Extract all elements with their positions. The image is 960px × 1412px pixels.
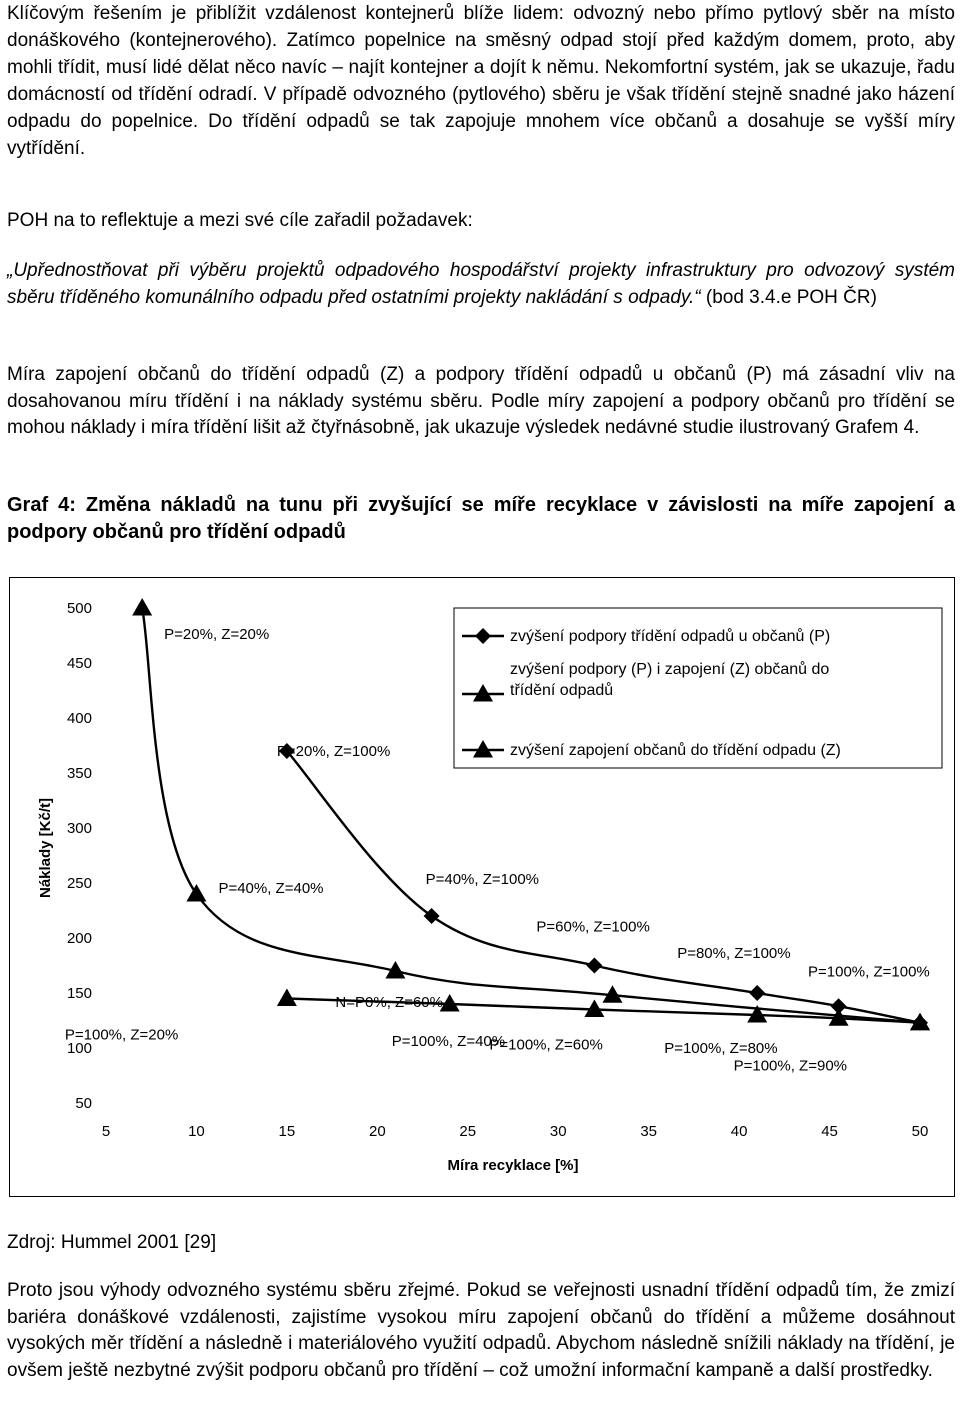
diamond-marker <box>424 908 440 924</box>
y-tick-label: 500 <box>66 600 92 617</box>
chart-frame <box>9 577 955 1197</box>
y-tick-label: 50 <box>75 1095 92 1112</box>
triangle-marker <box>132 598 152 616</box>
point-annotation: P=20%, Z=100% <box>276 743 391 760</box>
y-tick-label: 400 <box>66 710 92 727</box>
triangle-marker <box>186 884 206 902</box>
participation-paragraph: Míra zapojení občanů do třídění odpadů (Z) a podpory třídění odpadů u občanů (P) má zásadní vliv na dosahovanou míru třídění i na náklady systému sběru. Podle míry zapojení a podpory občanů pro třídění se mohou náklady i míra třídění lišit až čtyřnásobně, jak ukazuje výsledek nedávné studie ilustrovaný Grafem 4. <box>7 364 955 438</box>
point-annotation: P=100%, Z=40% <box>391 1033 506 1050</box>
x-tick-label: 15 <box>278 1123 296 1140</box>
poh-quote <box>7 258 955 311</box>
intro-paragraph: Klíčovým řešením je přiblížit vzdálenost kontejnerů blíže lidem: odvozný nebo přímo pytlový sběr na místo donáškového (kontejnerového). Zatímco popelnice na směsný odpad stojí před každým domem, proto, aby mohli třídit, musí lidé dělat něco navíc – najít kontejner a dojít k němu. Nekomfortní systém, jak se ukazuje, řadu domácností od třídění odradí. V případě odvozného (pytlového) sběru je však třídění stejně snadné jako házení odpadu do popelnice. Do třídění odpadů se tak zapojuje mnohem více občanů a dosahuje se vyšší míry vytřídění. <box>7 3 955 159</box>
x-tick-label: 45 <box>821 1123 838 1140</box>
y-tick-label: 300 <box>66 820 92 837</box>
diamond-marker <box>749 985 765 1001</box>
y-tick-label: 450 <box>66 655 92 672</box>
conclusion-paragraph: Proto jsou výhody odvozného systému sběru zřejmé. Pokud se veřejnosti usnadní třídění odpadů tím, že zmizí bariéra donáškové vzdálenosti, zajistíme vysokou míru zapojení občanů do třídění a můžeme dosáhnout vysokých měr třídění a následně i materiálového využití odpadů. Abychom následně snížili náklady na třídění, je ovšem ještě nezbytné zvýšit podporu občanů pro třídění – což umožní informační kampaně a další prostředky. <box>7 1280 955 1381</box>
point-annotation: P=100%, Z=20% <box>64 1026 179 1044</box>
point-annotation: P=100%, Z=90% <box>733 1057 848 1075</box>
poh-paragraph: POH na to reflektuje a mezi své cíle zařadil požadavek: <box>7 210 473 231</box>
point-annotation: P=40%, Z=40% <box>218 880 324 897</box>
point-annotation: P=60%, Z=100% <box>536 918 650 936</box>
point-annotation: P=100%, Z=80% <box>664 1040 778 1057</box>
point-annotation: P=40%, Z=100% <box>425 871 540 888</box>
quote-text: „Upřednostňovat při výběru projektů odpadového hospodářství projekty infrastruktury pro odvozový systém sběru tříděného komunálního odpadu před ostatními projekty nakládání s odpady.“ <box>7 260 955 308</box>
legend-label: zvýšení podpory (P) i zapojení (Z) občanů do třídění odpadů <box>510 661 830 699</box>
cost-recycling-chart <box>10 578 954 1196</box>
x-tick-label: 50 <box>911 1123 929 1140</box>
x-axis-title: Míra recyklace [%] <box>447 1157 579 1174</box>
y-axis-title: Náklady [Kč/t] <box>37 797 54 899</box>
x-tick-label: 5 <box>101 1123 111 1140</box>
y-tick-label: 150 <box>66 985 92 1002</box>
x-tick-label: 30 <box>549 1123 567 1140</box>
x-tick-label: 25 <box>459 1123 477 1140</box>
y-tick-label: 100 <box>66 1040 92 1057</box>
series-line <box>287 751 920 1023</box>
x-tick-label: 20 <box>368 1123 386 1140</box>
y-tick-label: 350 <box>66 765 92 782</box>
legend-label: zvýšení zapojení občanů do třídění odpadu (Z) <box>510 742 841 759</box>
legend-label: zvýšení podpory třídění odpadů u občanů (P) <box>510 628 831 645</box>
y-tick-label: 250 <box>66 875 92 892</box>
point-annotation: P=80%, Z=100% <box>677 945 791 962</box>
x-tick-label: 35 <box>640 1123 658 1140</box>
diamond-marker <box>586 958 602 974</box>
triangle-marker <box>277 989 297 1007</box>
point-annotation: P=100%, Z=60% <box>489 1036 603 1054</box>
chart-legend <box>454 608 942 768</box>
point-annotation: P=100%, Z=100% <box>808 963 930 981</box>
point-annotation: P=20%, Z=20% <box>164 626 270 643</box>
chart-caption: Graf 4: Změna nákladů na tunu při zvyšující se míře recyklace v závislosti na míře zapojení a podpory občanů pro třídění odpadů <box>7 494 955 543</box>
quote-reference: (bod 3.4.e POH ČR) <box>700 286 877 308</box>
source-note: Zdroj: Hummel 2001 [29] <box>7 1232 217 1253</box>
x-tick-label: 40 <box>730 1123 748 1140</box>
x-tick-label: 10 <box>188 1123 205 1140</box>
y-tick-label: 200 <box>66 930 92 947</box>
point-annotation: N=P0%, Z=60% <box>335 994 443 1011</box>
